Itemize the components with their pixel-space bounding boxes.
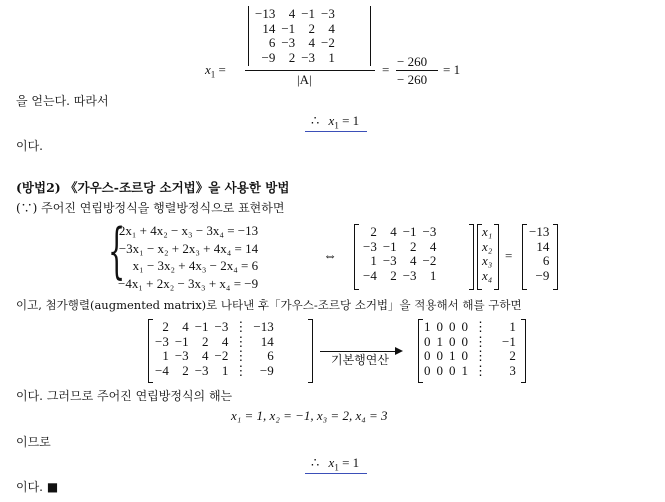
cramer-denominator: |A| bbox=[297, 72, 312, 87]
matrix-equals: = bbox=[505, 248, 513, 263]
augmented-intro: 이고, 첨가행렬(augmented matrix)로 나타낸 후「가우스-조르당 소거법」을 적용해서 해를 구하면 bbox=[16, 298, 522, 312]
rhs-vector: −13 14 6 −9 bbox=[529, 224, 550, 283]
row-op-arrowhead bbox=[395, 347, 403, 355]
det-bar-left bbox=[248, 6, 249, 66]
answer-1: ∴ $x_1 = 1$ bbox=[311, 113, 360, 131]
aug-bracket-right bbox=[308, 319, 313, 383]
rref-bracket-right bbox=[521, 319, 526, 383]
equation-system bbox=[118, 222, 258, 292]
end-text: 이다. ■ bbox=[16, 480, 59, 494]
fraction-bar bbox=[396, 70, 438, 71]
equation-2: −3x₁ − x₂ + 2x₃ + 4x₄ = 14 bbox=[118, 240, 259, 256]
imeuro-text: 이므로 bbox=[16, 435, 51, 449]
equation-3: x₁ − 3x₂ + 4x₃ − 2x₄ = 6 bbox=[132, 258, 259, 273]
equals-sign: = bbox=[382, 62, 390, 77]
coef-bracket-left bbox=[354, 224, 359, 290]
method2-heading: (방법2) 《가우스-조르당 소거법》을 사용한 방법 bbox=[16, 180, 290, 195]
answer-2-underline bbox=[305, 473, 367, 474]
det-bar-right bbox=[370, 6, 371, 66]
rhs-bracket-right bbox=[553, 224, 558, 290]
line-obtain: 을 얻는다. 따라서 bbox=[16, 94, 109, 108]
variable-vector: x₁ x₂ x₃ x₄ bbox=[482, 224, 493, 283]
reduced-matrix: 1 0 0 0 ⋮ 1 0 1 0 0 ⋮ −1 0 0 1 0 ⋮ 2 0 0 0 1 ⋮ 3 bbox=[424, 319, 516, 378]
row-op-label: 기본행연산 bbox=[331, 353, 389, 367]
method2-intro: (∵) 주어진 연립방정식을 행렬방정식으로 표현하면 bbox=[16, 201, 285, 215]
equation-1: 2x₁ + 4x₂ − x₃ − 3x₄ = −13 bbox=[118, 223, 259, 238]
answer-1-underline bbox=[305, 131, 367, 132]
equation-4: −4x₁ + 2x₂ − 3x₃ + x₄ = −9 bbox=[118, 275, 259, 291]
augmented-matrix: 2 4 −1 −3 ⋮ −13 −3 −1 2 4 ⋮ 14 1 −3 4 −2 ⋮ 6 −4 2 −3 1 ⋮ −9 bbox=[155, 319, 274, 378]
coef-bracket-right bbox=[469, 224, 474, 290]
fraction-denominator: − 260 bbox=[397, 72, 428, 87]
cramer-fraction-bar bbox=[245, 70, 375, 71]
iff-symbol: ⇔ bbox=[323, 249, 337, 264]
system-brace: { bbox=[108, 216, 126, 286]
coefficient-matrix: 2 4 −1 −3 −3 −1 2 4 1 −3 4 −2 −4 2 −3 1 bbox=[363, 224, 437, 283]
var-bracket-right bbox=[494, 224, 499, 290]
solution-values: x₁ = 1, x₂ = −1, x₃ = 2, x₄ = 3 bbox=[231, 408, 388, 423]
line-ida-1: 이다. bbox=[16, 139, 43, 153]
cramer-determinant: −13 4 −1 −3 14 −1 2 4 6 −3 4 −2 −9 2 −3 1 bbox=[255, 6, 335, 65]
answer-2: ∴ $x_1 = 1$ bbox=[311, 455, 360, 473]
solution-intro: 이다. 그러므로 주어진 연립방정식의 해는 bbox=[16, 389, 233, 403]
cramer-result: = 1 bbox=[443, 62, 461, 77]
x1-label: $x_1$ = bbox=[205, 62, 226, 80]
fraction-numerator: − 260 bbox=[397, 54, 428, 69]
